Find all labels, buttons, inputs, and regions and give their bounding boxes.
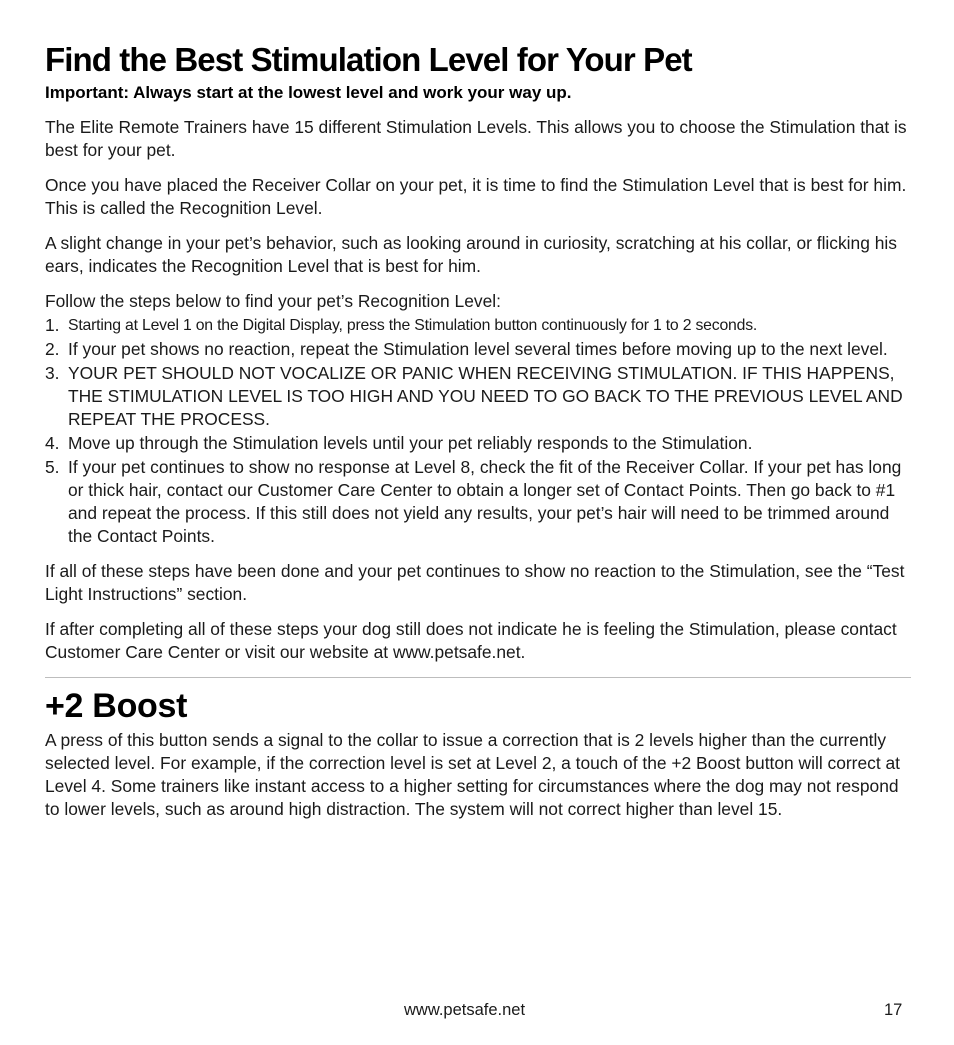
paragraph-boost: A press of this button sends a signal to the collar to issue a correction that is 2 levels higher than the currently selected level. For example, if the correction level is set at Level 2, a touch of the +2 Boost button will correct at Level 4. Some trainers like instant access to a higher setting for circumstances where the dog may not respond to lower levels, such as around high distraction. The system will not correct higher than level 15. xyxy=(45,730,900,819)
paragraph-test-light: If all of these steps have been done and your pet continues to show no reaction to the Stimulation, see the “Test Light Instructions” section. xyxy=(45,561,905,604)
step-text: Starting at Level 1 on the Digital Display, press the Stimulation button continuously for 1 to 2 seconds. xyxy=(68,317,758,334)
section-title-stimulation: Find the Best Stimulation Level for Your Pet xyxy=(45,41,692,78)
section-title-boost: +2 Boost xyxy=(45,687,188,725)
footer-url: www.petsafe.net xyxy=(404,1001,526,1019)
step-number: 3. xyxy=(45,363,60,383)
step-number: 4. xyxy=(45,433,60,453)
step-text: If your pet shows no reaction, repeat the Stimulation level several times before moving up to the next level. xyxy=(68,339,888,359)
important-note: Important: Always start at the lowest level and work your way up. xyxy=(45,83,572,102)
step-number: 5. xyxy=(45,457,60,477)
paragraph-steps-intro: Follow the steps below to find your pet’s Recognition Level: xyxy=(45,291,501,311)
step-number: 2. xyxy=(45,339,60,359)
step-number: 1. xyxy=(45,315,60,335)
list-item xyxy=(45,432,911,455)
page-number: 17 xyxy=(884,1001,903,1019)
step-text: If your pet continues to show no response at Level 8, check the fit of the Receiver Collar. If your pet has long or thick hair, contact our Customer Care Center to obtain a longer set of Contact Points. Then go back to #1 and repeat the process. If this still does not yield any results, your pet’s hair will need to be trimmed around the Contact Points. xyxy=(68,457,902,546)
steps-list xyxy=(45,314,911,548)
list-item xyxy=(45,362,911,431)
paragraph-contact: If after completing all of these steps your dog still does not indicate he is feeling the Stimulation, please contact Customer Care Center or visit our website at www.petsafe.net. xyxy=(45,619,897,662)
page-content xyxy=(45,40,911,821)
paragraph-recognition: Once you have placed the Receiver Collar on your pet, it is time to find the Stimulation Level that is best for him. This is called the Recognition Level. xyxy=(45,175,907,218)
step-text: Move up through the Stimulation levels until your pet reliably responds to the Stimulation. xyxy=(68,433,753,453)
list-item xyxy=(45,456,911,548)
paragraph-levels: The Elite Remote Trainers have 15 different Stimulation Levels. This allows you to choose the Stimulation that is best for your pet. xyxy=(45,117,907,160)
step-text: YOUR PET SHOULD NOT VOCALIZE OR PANIC WHEN RECEIVING STIMULATION. IF THIS HAPPENS, THE STIMULATION LEVEL IS TOO HIGH AND YOU NEED TO GO BACK TO THE PREVIOUS LEVEL AND REPEAT THE PROCESS. xyxy=(68,363,903,429)
list-item xyxy=(45,314,911,337)
section-divider xyxy=(45,677,911,678)
list-item xyxy=(45,338,911,361)
paragraph-behavior: A slight change in your pet’s behavior, such as looking around in curiosity, scratching at his collar, or flicking his ears, indicates the Recognition Level that is best for him. xyxy=(45,233,897,276)
